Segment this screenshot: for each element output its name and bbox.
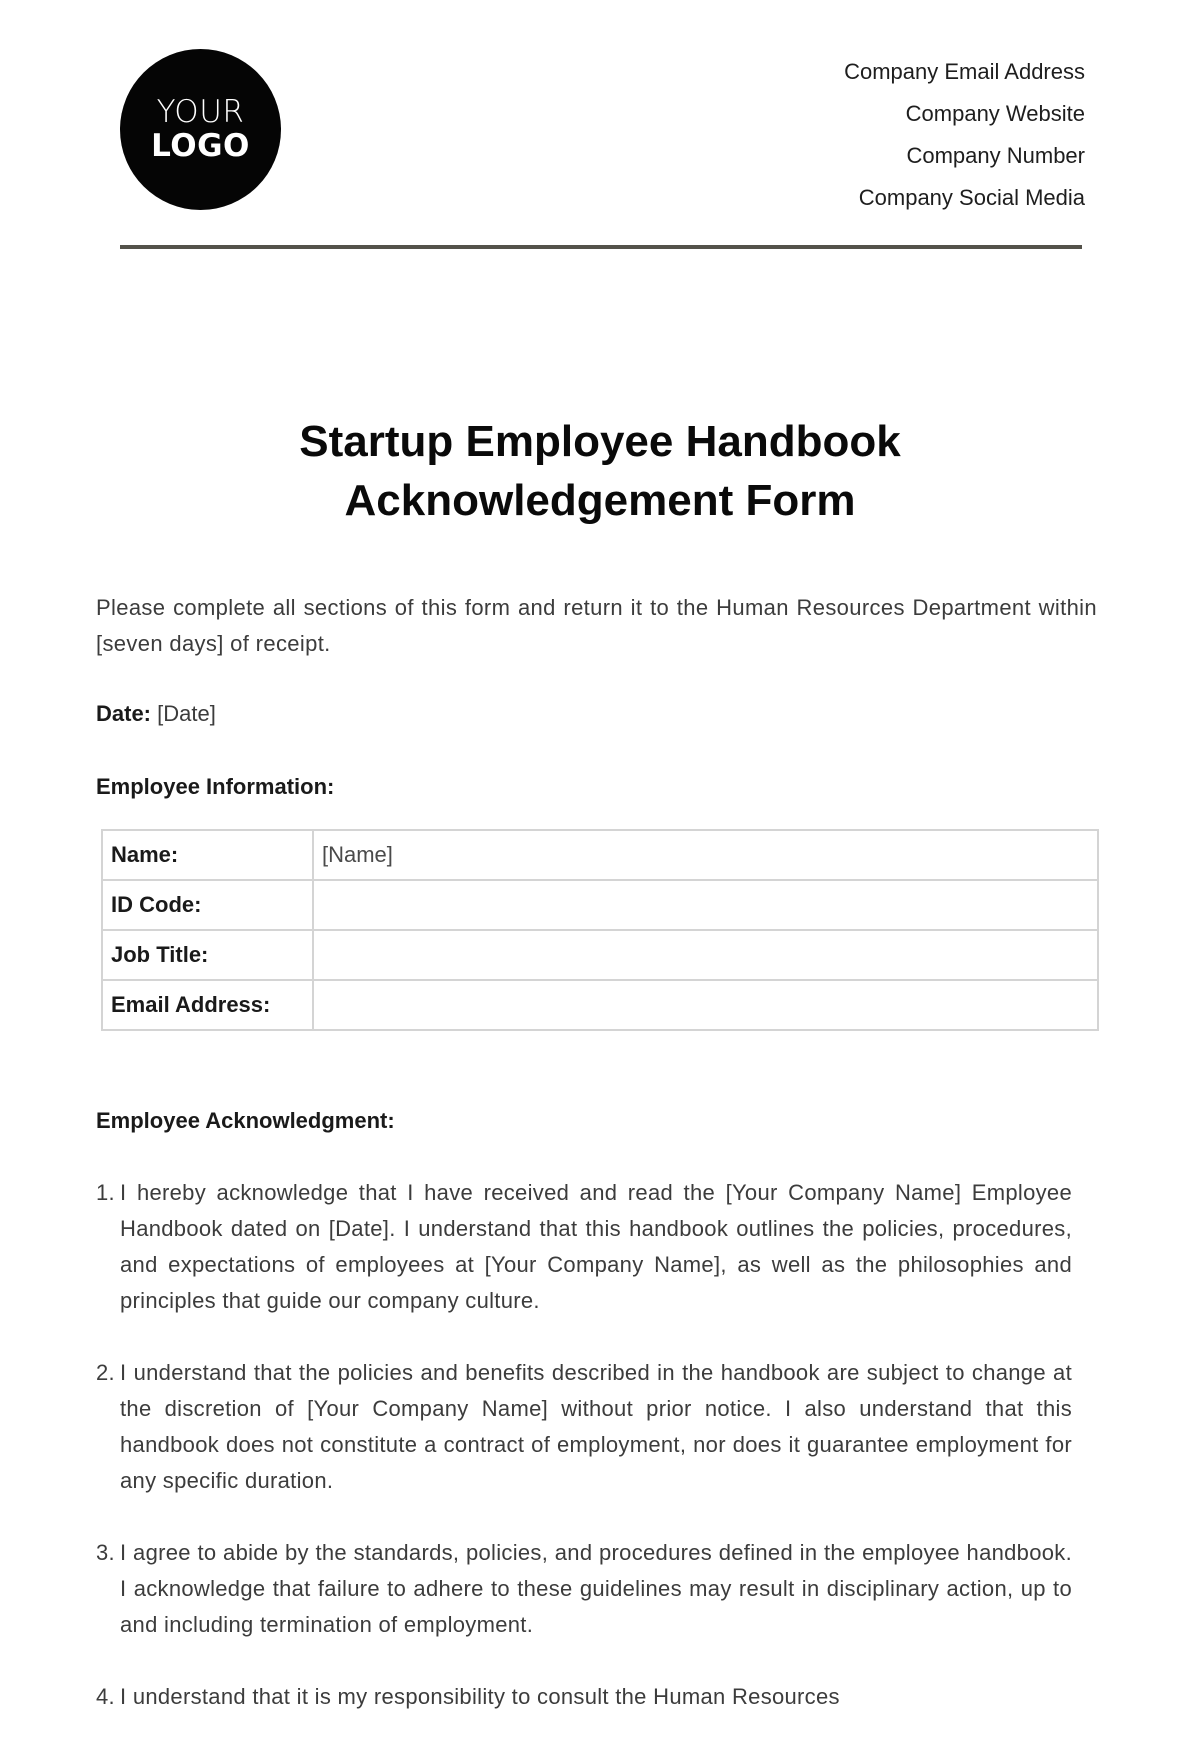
email-address-label: Email Address: bbox=[102, 980, 313, 1030]
list-item-number: 1. bbox=[96, 1180, 115, 1205]
list-item-number: 2. bbox=[96, 1360, 115, 1385]
list-item bbox=[96, 1535, 1072, 1643]
date-label: Date: bbox=[96, 701, 152, 726]
job-title-label: Job Title: bbox=[102, 930, 313, 980]
acknowledgment-heading: Employee Acknowledgment: bbox=[96, 1108, 395, 1133]
name-label: Name: bbox=[102, 830, 313, 880]
list-item-text: I hereby acknowledge that I have received and read the [Your Company Name] Employee Handbook dated on [Date]. I understand that this handbook outlines the policies, procedures, and expectations of employees at [Your Company Name], as well as the philosophies and principles that guide our company culture. bbox=[120, 1180, 1072, 1313]
table-row bbox=[102, 880, 1098, 930]
table-row bbox=[102, 830, 1098, 880]
company-social-media: Company Social Media bbox=[858, 185, 1085, 210]
table-row bbox=[102, 980, 1098, 1030]
list-item-number: 3. bbox=[96, 1540, 115, 1565]
list-item-number: 4. bbox=[96, 1684, 115, 1709]
logo-text-line2: LOGO bbox=[151, 127, 250, 164]
company-contact-block bbox=[844, 51, 1085, 219]
logo-text-line1: YOUR bbox=[156, 94, 245, 131]
intro-paragraph: Please complete all sections of this form and return it to the Human Resources Department within [seven days] of receipt. bbox=[96, 595, 1097, 656]
list-item bbox=[96, 1175, 1072, 1319]
email-address-value[interactable] bbox=[313, 980, 1098, 1030]
table-row bbox=[102, 930, 1098, 980]
company-email: Company Email Address bbox=[844, 59, 1085, 84]
header-divider bbox=[120, 245, 1082, 249]
employee-info-table bbox=[101, 829, 1099, 1031]
date-field bbox=[96, 701, 216, 727]
company-logo bbox=[120, 49, 281, 210]
document-title bbox=[0, 412, 1200, 530]
list-item bbox=[96, 1355, 1072, 1499]
title-line-2: Acknowledgement Form bbox=[344, 476, 856, 525]
date-value: [Date] bbox=[157, 701, 216, 726]
id-code-value[interactable] bbox=[313, 880, 1098, 930]
title-line-1: Startup Employee Handbook bbox=[299, 417, 901, 466]
id-code-label: ID Code: bbox=[102, 880, 313, 930]
list-item-text: I understand that the policies and benefits described in the handbook are subject to change at the discretion of [Your Company Name] without prior notice. I also understand that this handbook does not constitute a contract of employment, nor does it guarantee employment for any specific duration. bbox=[120, 1360, 1072, 1493]
name-value[interactable]: [Name] bbox=[313, 830, 1098, 880]
list-item-text: I agree to abide by the standards, policies, and procedures defined in the employee handbook. I acknowledge that failure to adhere to these guidelines may result in disciplinary action, up to and including termination of employment. bbox=[120, 1540, 1072, 1637]
list-item bbox=[96, 1679, 1072, 1715]
company-website: Company Website bbox=[905, 101, 1085, 126]
acknowledgment-list bbox=[96, 1175, 1072, 1751]
employee-info-heading: Employee Information: bbox=[96, 774, 335, 799]
company-number: Company Number bbox=[906, 143, 1085, 168]
list-item-text: I understand that it is my responsibility to consult the Human Resources bbox=[120, 1684, 840, 1709]
job-title-value[interactable] bbox=[313, 930, 1098, 980]
